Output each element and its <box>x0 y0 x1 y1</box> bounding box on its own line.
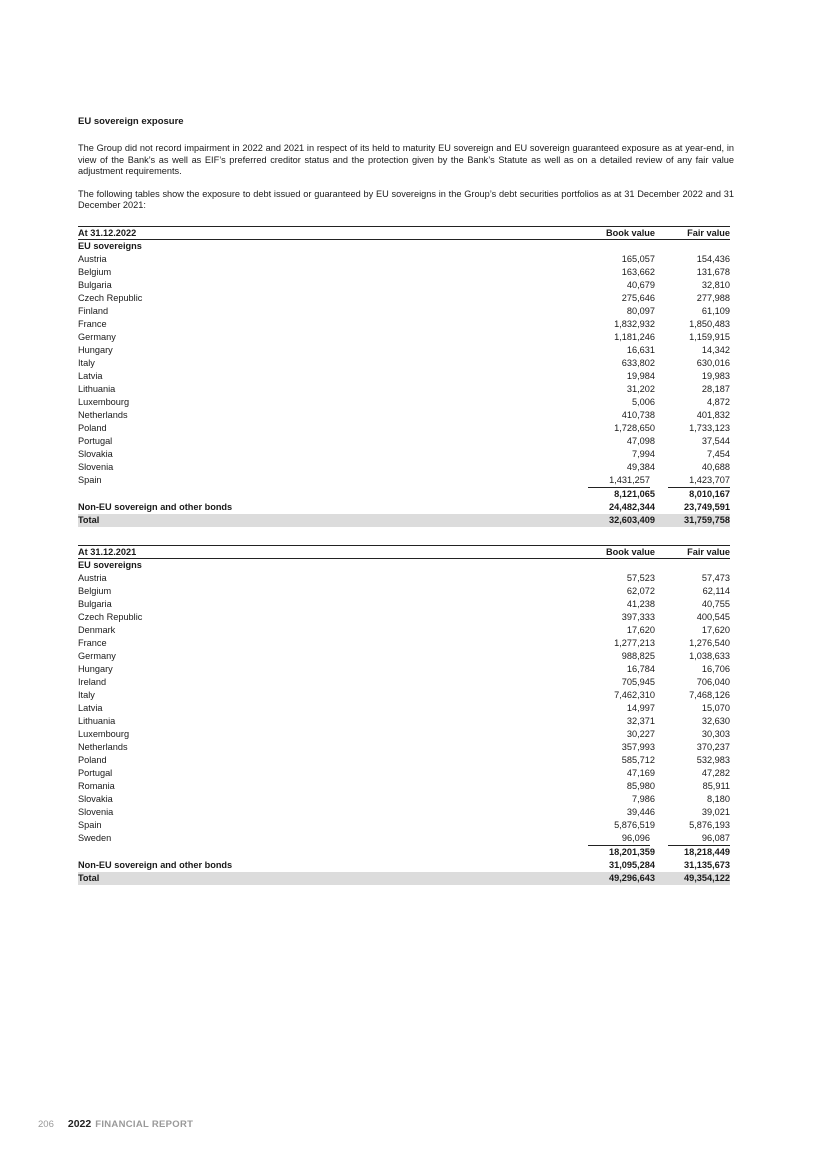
other-bonds-book-value: 24,482,344 <box>609 501 655 512</box>
book-value-cell-value: 165,057 <box>621 253 655 264</box>
country-name: Sweden <box>78 833 112 843</box>
fair-value-cell <box>655 585 730 598</box>
book-value-cell-value: 7,994 <box>632 448 655 459</box>
fair-value-cell-value: 131,678 <box>696 266 730 277</box>
book-value-cell-value: 1,728,650 <box>614 422 655 433</box>
fair-value-cell <box>655 474 730 488</box>
country-name: Belgium <box>78 585 112 596</box>
fair-value-cell-value: 370,237 <box>696 741 730 752</box>
book-value-cell-value: 397,333 <box>621 611 655 622</box>
fair-value-cell-value: 630,016 <box>696 357 730 368</box>
country-name: Romania <box>78 780 115 791</box>
table-row <box>78 318 730 331</box>
fair-value-cell <box>655 754 730 767</box>
country-name: Denmark <box>78 624 116 635</box>
total-book-value: 49,296,643 <box>580 872 655 885</box>
fair-value-cell <box>655 357 730 370</box>
book-value-cell <box>580 715 655 728</box>
total-book-value: 32,603,409 <box>580 514 655 527</box>
fair-value-cell <box>655 832 730 846</box>
country-name: Italy <box>78 689 95 700</box>
book-value-cell <box>580 305 655 318</box>
table-row <box>78 780 730 793</box>
other-bonds-row <box>78 501 730 514</box>
book-value-cell <box>580 279 655 292</box>
paragraph-impairment: The Group did not record impairment in 2022 and 2021 in respect of its held to maturity EU sovereign and EU sovereign guaranteed exposure as at year-end, in view of the Bank’s as well as EIF’s preferred creditor status and the protection given by the Bank’s Statute as well as on a detailed review of any fair value adjustment requirements. <box>78 143 734 176</box>
book-value-cell-value: 41,238 <box>626 598 655 609</box>
table-row <box>78 253 730 266</box>
fair-value-cell-value: 7,468,126 <box>689 689 730 700</box>
book-value-cell <box>580 689 655 702</box>
table-row <box>78 409 730 422</box>
book-value-cell-value: 19,984 <box>626 370 655 381</box>
fair-value-cell <box>655 728 730 741</box>
fair-value-cell <box>655 253 730 266</box>
book-value-cell <box>580 741 655 754</box>
table-row <box>78 279 730 292</box>
country-name: Portugal <box>78 767 113 778</box>
country-name: Hungary <box>78 344 113 355</box>
other-bonds-fair-value: 31,135,673 <box>684 859 730 870</box>
fair-value-cell <box>655 318 730 331</box>
country-name: Portugal <box>78 435 113 446</box>
country-name: Czech Republic <box>78 611 143 622</box>
book-value-cell-value: 163,662 <box>621 266 655 277</box>
fair-value-cell-value: 15,070 <box>701 702 730 713</box>
fair-value-cell-value: 32,810 <box>701 279 730 290</box>
book-value-cell-value: 40,679 <box>626 279 655 290</box>
book-value-cell <box>580 624 655 637</box>
book-value-cell-value: 57,523 <box>626 572 655 583</box>
book-value-cell <box>580 663 655 676</box>
fair-value-cell-value: 57,473 <box>701 572 730 583</box>
fair-value-cell <box>655 448 730 461</box>
empty-cell <box>78 488 580 501</box>
book-value-cell <box>580 461 655 474</box>
table-row <box>78 370 730 383</box>
book-value-cell-value: 5,876,519 <box>614 819 655 830</box>
book-value-cell <box>580 754 655 767</box>
book-value-cell <box>580 331 655 344</box>
book-value-cell-value: 47,098 <box>626 435 655 446</box>
fair-value-cell-value: 1,733,123 <box>689 422 730 433</box>
country-name: Bulgaria <box>78 279 112 290</box>
fair-value-cell <box>655 383 730 396</box>
book-value-cell-value: 633,802 <box>621 357 655 368</box>
table-row <box>78 292 730 305</box>
fair-value-cell <box>655 767 730 780</box>
table-row <box>78 637 730 650</box>
column-header-book-value: Book value <box>580 226 655 239</box>
table-row <box>78 689 730 702</box>
book-value-cell <box>580 344 655 357</box>
country-name: Poland <box>78 754 107 765</box>
fair-value-cell <box>655 624 730 637</box>
country-name: Italy <box>78 357 95 368</box>
book-value-cell <box>580 253 655 266</box>
book-value-cell <box>580 370 655 383</box>
country-name: Spain <box>78 819 102 830</box>
book-value-cell <box>580 572 655 585</box>
book-value-cell <box>580 396 655 409</box>
book-value-cell-value: 49,384 <box>626 461 655 472</box>
country-name: Slovenia <box>78 461 114 472</box>
book-value-cell-value: 16,784 <box>626 663 655 674</box>
group-row <box>78 558 730 572</box>
book-value-cell <box>580 422 655 435</box>
fair-value-cell <box>655 702 730 715</box>
book-value-cell <box>580 767 655 780</box>
other-bonds-label: Non-EU sovereign and other bonds <box>78 859 233 870</box>
column-header-book-value: Book value <box>580 545 655 558</box>
paragraph-intro-tables: The following tables show the exposure to debt issued or guaranteed by EU sovereigns in the Group’s debt securities portfolios as at 31 December 2022 and 31 December 2021: <box>78 188 734 210</box>
fair-value-cell-value: 16,706 <box>701 663 730 674</box>
fair-value-cell <box>655 819 730 832</box>
book-value-cell-value: 14,997 <box>626 702 655 713</box>
country-name: Latvia <box>78 370 103 381</box>
empty-cell <box>655 558 730 572</box>
book-value-cell-value: 357,993 <box>621 741 655 752</box>
exposure-table-0 <box>78 226 730 527</box>
fair-value-cell-value: 706,040 <box>696 676 730 687</box>
fair-value-cell-value: 17,620 <box>701 624 730 635</box>
subtotal-row <box>78 846 730 859</box>
country-name: Lithuania <box>78 383 116 394</box>
table-row <box>78 754 730 767</box>
table-row <box>78 585 730 598</box>
table-row <box>78 422 730 435</box>
tables-container <box>78 226 734 885</box>
country-name: Austria <box>78 572 107 583</box>
fair-value-cell-value: 4,872 <box>707 396 730 407</box>
column-header-fair-value: Fair value <box>655 545 730 558</box>
fair-value-cell <box>655 598 730 611</box>
table-row <box>78 832 730 846</box>
subtotal-fair-value: 8,010,167 <box>689 488 730 499</box>
book-value-cell-value: 16,631 <box>626 344 655 355</box>
book-value-cell <box>580 819 655 832</box>
fair-value-cell-value: 1,038,633 <box>689 650 730 661</box>
fair-value-cell <box>655 461 730 474</box>
fair-value-cell-value: 277,988 <box>696 292 730 303</box>
other-bonds-fair-value: 23,749,591 <box>684 501 730 512</box>
book-value-cell <box>580 832 655 846</box>
fair-value-cell <box>655 331 730 344</box>
table-header-row <box>78 545 730 558</box>
country-name: Germany <box>78 650 116 661</box>
book-value-cell-value: 96,096 <box>588 832 650 846</box>
empty-cell <box>78 846 580 859</box>
fair-value-cell-value: 1,276,540 <box>689 637 730 648</box>
report-title: FINANCIAL REPORT <box>95 1119 194 1130</box>
table-row <box>78 474 730 488</box>
fair-value-cell-value: 1,159,915 <box>689 331 730 342</box>
table-row <box>78 461 730 474</box>
country-name: Luxembourg <box>78 728 130 739</box>
country-name: Ireland <box>78 676 107 687</box>
fair-value-cell <box>655 422 730 435</box>
book-value-cell <box>580 728 655 741</box>
book-value-cell <box>580 585 655 598</box>
fair-value-cell-value: 8,180 <box>707 793 730 804</box>
column-header-fair-value: Fair value <box>655 226 730 239</box>
table-row <box>78 357 730 370</box>
table-row <box>78 793 730 806</box>
book-value-cell-value: 47,169 <box>626 767 655 778</box>
fair-value-cell <box>655 292 730 305</box>
book-value-cell <box>580 598 655 611</box>
fair-value-cell-value: 7,454 <box>707 448 730 459</box>
fair-value-cell-value: 32,630 <box>701 715 730 726</box>
table-row <box>78 598 730 611</box>
country-name: Austria <box>78 253 107 264</box>
table-date-label: At 31.12.2021 <box>78 545 580 558</box>
total-fair-value: 31,759,758 <box>655 514 730 527</box>
fair-value-cell-value: 5,876,193 <box>689 819 730 830</box>
empty-cell <box>655 239 730 253</box>
country-name: France <box>78 318 107 329</box>
book-value-cell-value: 410,738 <box>621 409 655 420</box>
fair-value-cell <box>655 780 730 793</box>
country-name: Bulgaria <box>78 598 112 609</box>
table-row <box>78 611 730 624</box>
fair-value-cell <box>655 370 730 383</box>
book-value-cell-value: 32,371 <box>626 715 655 726</box>
fair-value-cell-value: 39,021 <box>701 806 730 817</box>
total-label: Total <box>78 514 580 527</box>
book-value-cell <box>580 383 655 396</box>
fair-value-cell <box>655 806 730 819</box>
book-value-cell <box>580 702 655 715</box>
page-number: 206 <box>38 1119 54 1130</box>
book-value-cell <box>580 409 655 422</box>
fair-value-cell-value: 61,109 <box>701 305 730 316</box>
book-value-cell <box>580 780 655 793</box>
fair-value-cell-value: 30,303 <box>701 728 730 739</box>
fair-value-cell <box>655 396 730 409</box>
table-row <box>78 448 730 461</box>
other-bonds-label: Non-EU sovereign and other bonds <box>78 501 233 512</box>
subtotal-book-value: 8,121,065 <box>614 488 655 499</box>
book-value-cell-value: 988,825 <box>621 650 655 661</box>
table-row <box>78 728 730 741</box>
fair-value-cell <box>655 715 730 728</box>
book-value-cell <box>580 435 655 448</box>
book-value-cell-value: 1,431,257 <box>588 474 650 488</box>
fair-value-cell <box>655 435 730 448</box>
country-name: Slovakia <box>78 793 113 804</box>
fair-value-cell-value: 40,688 <box>701 461 730 472</box>
fair-value-cell <box>655 305 730 318</box>
fair-value-cell <box>655 637 730 650</box>
book-value-cell-value: 39,446 <box>626 806 655 817</box>
report-year: 2022 <box>67 1118 92 1130</box>
table-row <box>78 344 730 357</box>
book-value-cell-value: 30,227 <box>626 728 655 739</box>
total-row <box>78 514 730 527</box>
book-value-cell-value: 275,646 <box>621 292 655 303</box>
page-content <box>78 116 734 885</box>
table-row <box>78 624 730 637</box>
table-date-label: At 31.12.2022 <box>78 226 580 239</box>
country-name: Netherlands <box>78 409 128 420</box>
subtotal-book-value: 18,201,359 <box>609 846 655 857</box>
table-header-row <box>78 226 730 239</box>
book-value-cell-value: 1,832,932 <box>614 318 655 329</box>
fair-value-cell <box>655 741 730 754</box>
other-bonds-row <box>78 859 730 872</box>
country-name: Lithuania <box>78 715 116 726</box>
other-bonds-book-value: 31,095,284 <box>609 859 655 870</box>
table-row <box>78 663 730 676</box>
empty-cell <box>580 558 655 572</box>
country-name: Netherlands <box>78 741 128 752</box>
fair-value-cell-value: 1,423,707 <box>668 474 730 488</box>
empty-cell <box>580 239 655 253</box>
table-row <box>78 819 730 832</box>
fair-value-cell <box>655 279 730 292</box>
page-footer <box>38 1118 193 1130</box>
table-row <box>78 572 730 585</box>
country-name: Poland <box>78 422 107 433</box>
table-row <box>78 266 730 279</box>
book-value-cell <box>580 676 655 689</box>
book-value-cell-value: 5,006 <box>632 396 655 407</box>
book-value-cell-value: 705,945 <box>621 676 655 687</box>
table-row <box>78 767 730 780</box>
book-value-cell <box>580 318 655 331</box>
table-row <box>78 702 730 715</box>
book-value-cell <box>580 266 655 279</box>
country-name: Hungary <box>78 663 113 674</box>
total-fair-value: 49,354,122 <box>655 872 730 885</box>
country-name: Slovakia <box>78 448 113 459</box>
group-label: EU sovereigns <box>78 240 142 251</box>
fair-value-cell <box>655 663 730 676</box>
country-name: France <box>78 637 107 648</box>
group-label: EU sovereigns <box>78 559 142 570</box>
book-value-cell-value: 31,202 <box>626 383 655 394</box>
fair-value-cell-value: 85,911 <box>702 780 730 791</box>
table-row <box>78 383 730 396</box>
book-value-cell-value: 585,712 <box>621 754 655 765</box>
book-value-cell <box>580 292 655 305</box>
country-name: Germany <box>78 331 116 342</box>
book-value-cell <box>580 357 655 370</box>
section-heading: EU sovereign exposure <box>78 116 184 127</box>
table-row <box>78 305 730 318</box>
book-value-cell-value: 7,986 <box>632 793 655 804</box>
fair-value-cell <box>655 611 730 624</box>
book-value-cell-value: 1,181,246 <box>614 331 655 342</box>
book-value-cell <box>580 611 655 624</box>
country-name: Slovenia <box>78 806 114 817</box>
table-row <box>78 331 730 344</box>
table-row <box>78 741 730 754</box>
fair-value-cell <box>655 572 730 585</box>
subtotal-row <box>78 488 730 501</box>
country-name: Finland <box>78 305 109 316</box>
table-row <box>78 435 730 448</box>
book-value-cell <box>580 806 655 819</box>
subtotal-fair-value: 18,218,449 <box>684 846 730 857</box>
country-name: Latvia <box>78 702 103 713</box>
book-value-cell-value: 1,277,213 <box>614 637 655 648</box>
fair-value-cell-value: 1,850,483 <box>689 318 730 329</box>
table-row <box>78 715 730 728</box>
exposure-table-1 <box>78 545 730 885</box>
book-value-cell <box>580 448 655 461</box>
fair-value-cell <box>655 344 730 357</box>
book-value-cell-value: 85,980 <box>626 780 655 791</box>
group-row <box>78 239 730 253</box>
book-value-cell <box>580 474 655 488</box>
fair-value-cell-value: 154,436 <box>696 253 730 264</box>
fair-value-cell <box>655 266 730 279</box>
book-value-cell <box>580 637 655 650</box>
total-row <box>78 872 730 885</box>
fair-value-cell <box>655 409 730 422</box>
table-row <box>78 676 730 689</box>
fair-value-cell-value: 401,832 <box>696 409 730 420</box>
fair-value-cell-value: 62,114 <box>702 585 730 596</box>
fair-value-cell <box>655 676 730 689</box>
book-value-cell <box>580 650 655 663</box>
total-label: Total <box>78 872 580 885</box>
country-name: Luxembourg <box>78 396 130 407</box>
book-value-cell-value: 17,620 <box>626 624 655 635</box>
fair-value-cell <box>655 689 730 702</box>
fair-value-cell-value: 96,087 <box>668 832 730 846</box>
country-name: Belgium <box>78 266 112 277</box>
country-name: Czech Republic <box>78 292 143 303</box>
fair-value-cell-value: 40,755 <box>701 598 730 609</box>
fair-value-cell <box>655 793 730 806</box>
table-row <box>78 396 730 409</box>
fair-value-cell-value: 532,983 <box>696 754 730 765</box>
book-value-cell-value: 80,097 <box>626 305 655 316</box>
fair-value-cell-value: 19,983 <box>701 370 730 381</box>
fair-value-cell-value: 47,282 <box>701 767 730 778</box>
fair-value-cell-value: 37,544 <box>701 435 730 446</box>
fair-value-cell-value: 14,342 <box>701 344 730 355</box>
book-value-cell <box>580 793 655 806</box>
table-row <box>78 806 730 819</box>
book-value-cell-value: 62,072 <box>626 585 655 596</box>
fair-value-cell-value: 400,545 <box>696 611 730 622</box>
table-row <box>78 650 730 663</box>
book-value-cell-value: 7,462,310 <box>614 689 655 700</box>
country-name: Spain <box>78 475 102 485</box>
fair-value-cell-value: 28,187 <box>701 383 730 394</box>
fair-value-cell <box>655 650 730 663</box>
